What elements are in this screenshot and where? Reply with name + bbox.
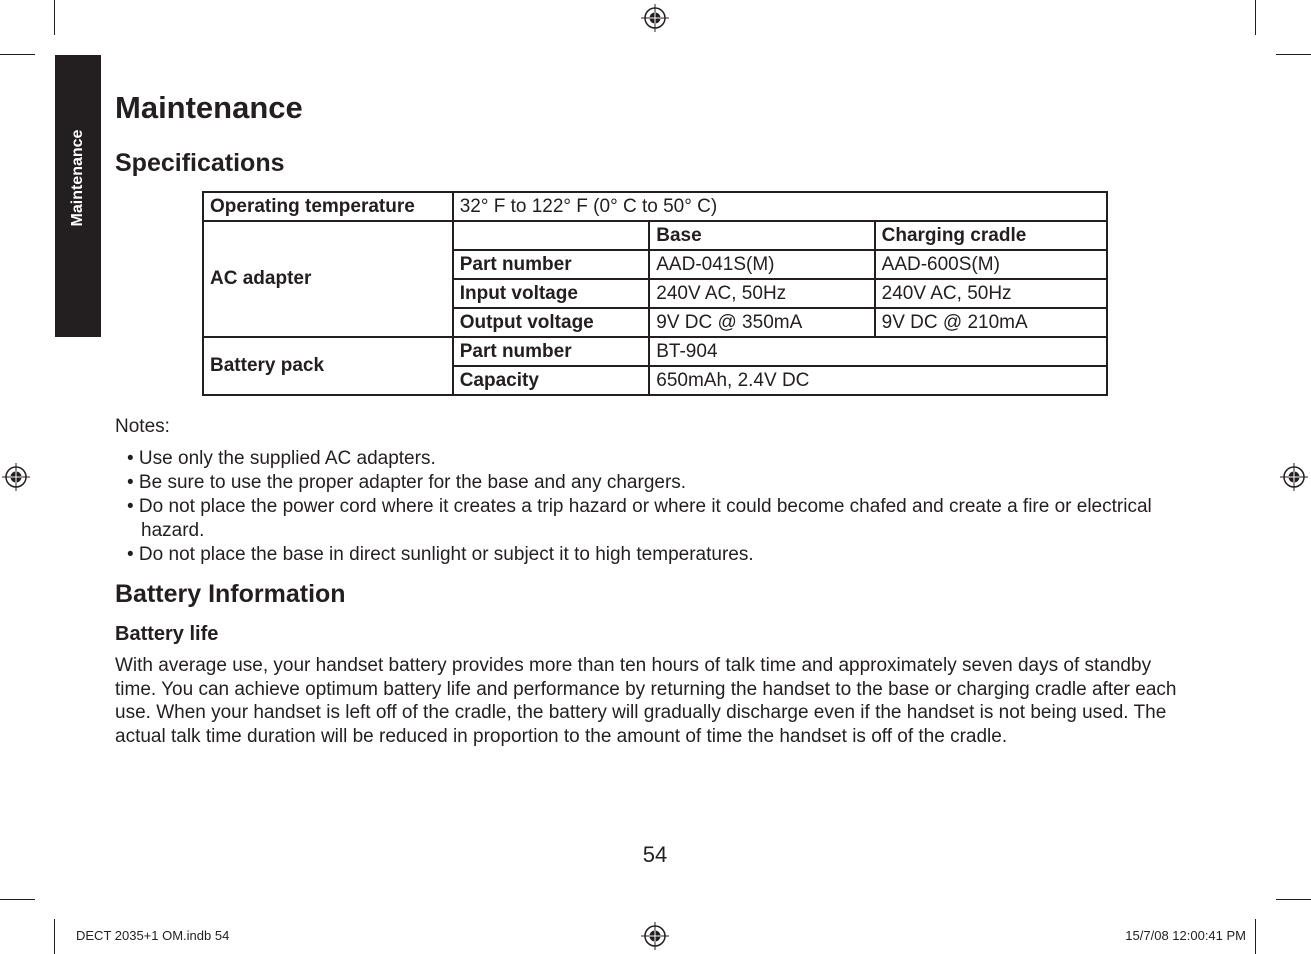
table-row — [203, 192, 1107, 221]
table-cell: Part number — [453, 337, 650, 366]
crop-mark-icon — [0, 54, 35, 55]
notes-list — [127, 447, 1207, 567]
table-cell: Capacity — [453, 366, 650, 395]
list-item: • Do not place the base in direct sunlight or subject it to high temperatures. — [127, 544, 754, 565]
table-cell: Battery pack — [203, 337, 453, 395]
crop-mark-icon — [1276, 899, 1311, 900]
crop-mark-icon — [1255, 919, 1256, 954]
list-item: • Do not place the power cord where it creates a trip hazard or where it could become chafed and create a fire or electrical hazard. — [127, 496, 1152, 541]
table-cell: Output voltage — [453, 308, 650, 337]
specifications-table — [202, 191, 1108, 396]
notes-label: Notes: — [115, 416, 170, 437]
table-row — [203, 221, 1107, 250]
crop-mark-icon — [0, 899, 35, 900]
print-slug-date: 15/7/08 12:00:41 PM — [1125, 928, 1246, 943]
registration-mark-icon — [641, 4, 669, 32]
list-item: • Be sure to use the proper adapter for the base and any chargers. — [127, 472, 687, 493]
table-cell: 32° F to 122° F (0° C to 50° C) — [453, 192, 1107, 221]
crop-mark-icon — [1276, 54, 1311, 55]
page-number: 54 — [642, 842, 668, 867]
table-cell: Base — [649, 221, 874, 250]
table-cell: AC adapter — [203, 221, 453, 337]
table-row — [203, 337, 1107, 366]
table-cell: Operating temperature — [203, 192, 453, 221]
registration-mark-icon — [1280, 463, 1308, 491]
table-cell: 9V DC @ 350mA — [649, 308, 874, 337]
battery-life-paragraph: With average use, your handset battery provides more than ten hours of talk time and approximately seven days of standby time. You can achieve optimum battery life and performance by returning the handset to the base or charging cradle after each use. When your handset is left off of the cradle, the battery will gradually discharge even if the handset is not being used. The actual talk time duration will be reduced in proportion to the amount of time the handset is off of the cradle. — [115, 655, 1177, 747]
table-cell: 9V DC @ 210mA — [875, 308, 1107, 337]
table-cell: AAD-041S(M) — [649, 250, 874, 279]
table-cell: Input voltage — [453, 279, 650, 308]
page-title: Maintenance — [115, 90, 303, 125]
side-tab-label: Maintenance — [69, 129, 86, 227]
table-cell: 240V AC, 50Hz — [875, 279, 1107, 308]
table-cell: BT-904 — [649, 337, 1107, 366]
crop-mark-icon — [54, 0, 55, 35]
table-cell: Part number — [453, 250, 650, 279]
table-cell: 240V AC, 50Hz — [649, 279, 874, 308]
battery-life-heading: Battery life — [115, 623, 219, 645]
registration-mark-icon — [2, 463, 30, 491]
print-slug-file: DECT 2035+1 OM.indb 54 — [76, 928, 230, 943]
battery-information-heading: Battery Information — [115, 580, 346, 608]
registration-mark-icon — [641, 922, 669, 950]
table-cell — [453, 221, 650, 250]
crop-mark-icon — [1255, 0, 1256, 35]
table-cell: Charging cradle — [875, 221, 1107, 250]
table-cell: AAD-600S(M) — [875, 250, 1107, 279]
specifications-heading: Specifications — [115, 149, 285, 177]
table-cell: 650mAh, 2.4V DC — [649, 366, 1107, 395]
list-item: • Use only the supplied AC adapters. — [127, 448, 436, 469]
crop-mark-icon — [54, 919, 55, 954]
